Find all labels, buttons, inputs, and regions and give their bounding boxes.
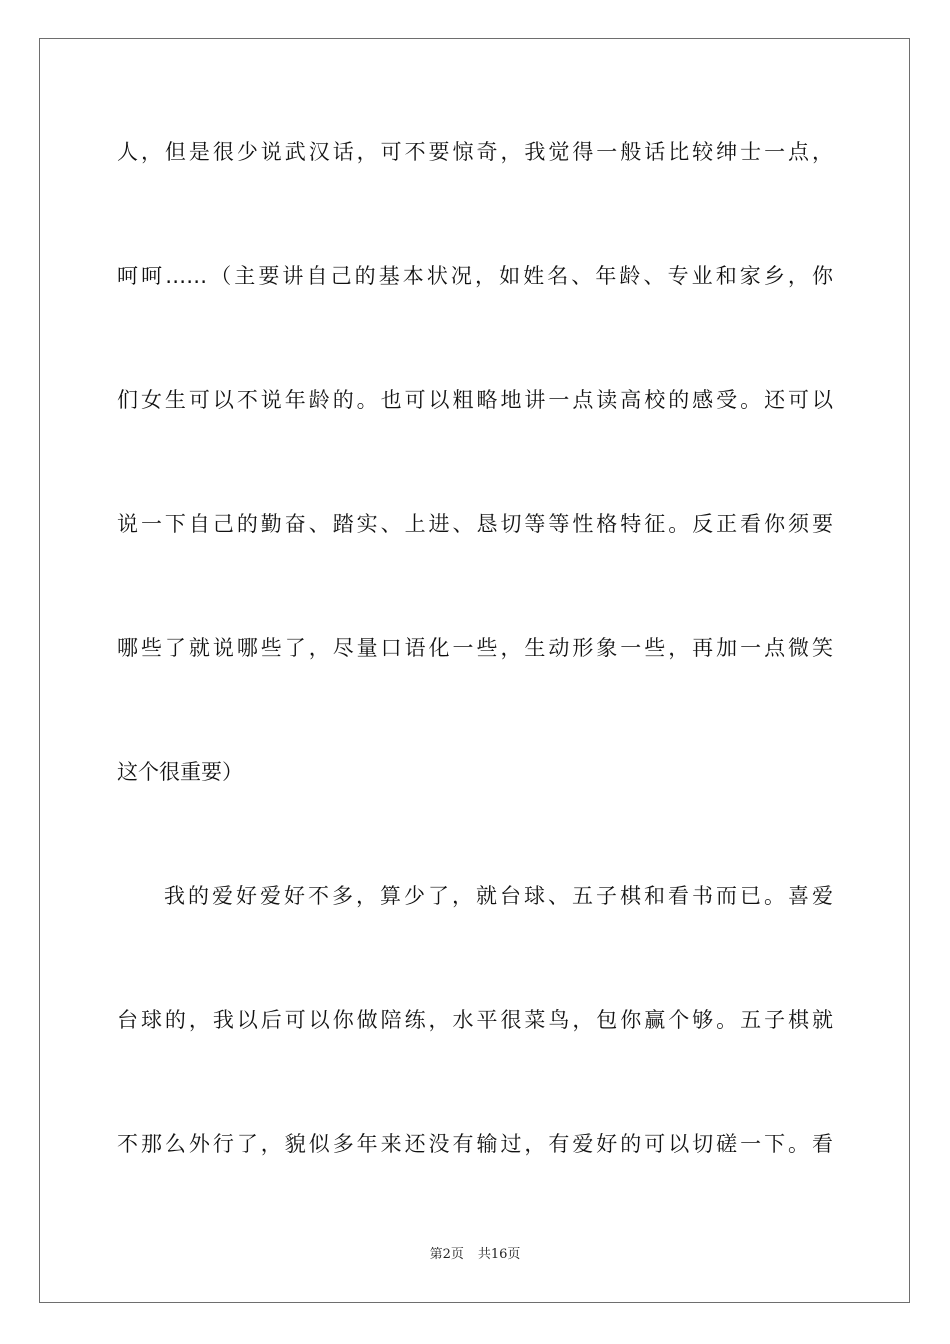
text-line-3: 们女生可以不说年龄的。也可以粗略地讲一点读高校的感受。还可以 (117, 388, 833, 412)
text-line-4: 说一下自己的勤奋、踏实、上进、恳切等等性格特征。反正看你须要 (117, 512, 833, 536)
text-line-2: 呵呵……（主要讲自己的基本状况，如姓名、年龄、专业和家乡，你 (117, 264, 833, 288)
page-border (39, 38, 910, 1303)
page-total: 共16页 (477, 1247, 521, 1262)
text-line-9: 不那么外行了，貌似多年来还没有输过，有爱好的可以切磋一下。看 (117, 1132, 833, 1156)
text-line-7: 我的爱好爱好不多，算少了，就台球、五子棋和看书而已。喜爱 (164, 884, 833, 908)
text-line-1: 人，但是很少说武汉话，可不要惊奇，我觉得一般话比较绅士一点， (117, 140, 833, 164)
text-line-6: 这个很重要） (117, 760, 243, 784)
page-footer (0, 1246, 950, 1264)
text-line-8: 台球的，我以后可以你做陪练，水平很菜鸟，包你赢个够。五子棋就 (117, 1008, 833, 1032)
page-number: 第2页 (429, 1247, 464, 1262)
text-line-5: 哪些了就说哪些了，尽量口语化一些，生动形象一些，再加一点微笑 (117, 636, 833, 660)
